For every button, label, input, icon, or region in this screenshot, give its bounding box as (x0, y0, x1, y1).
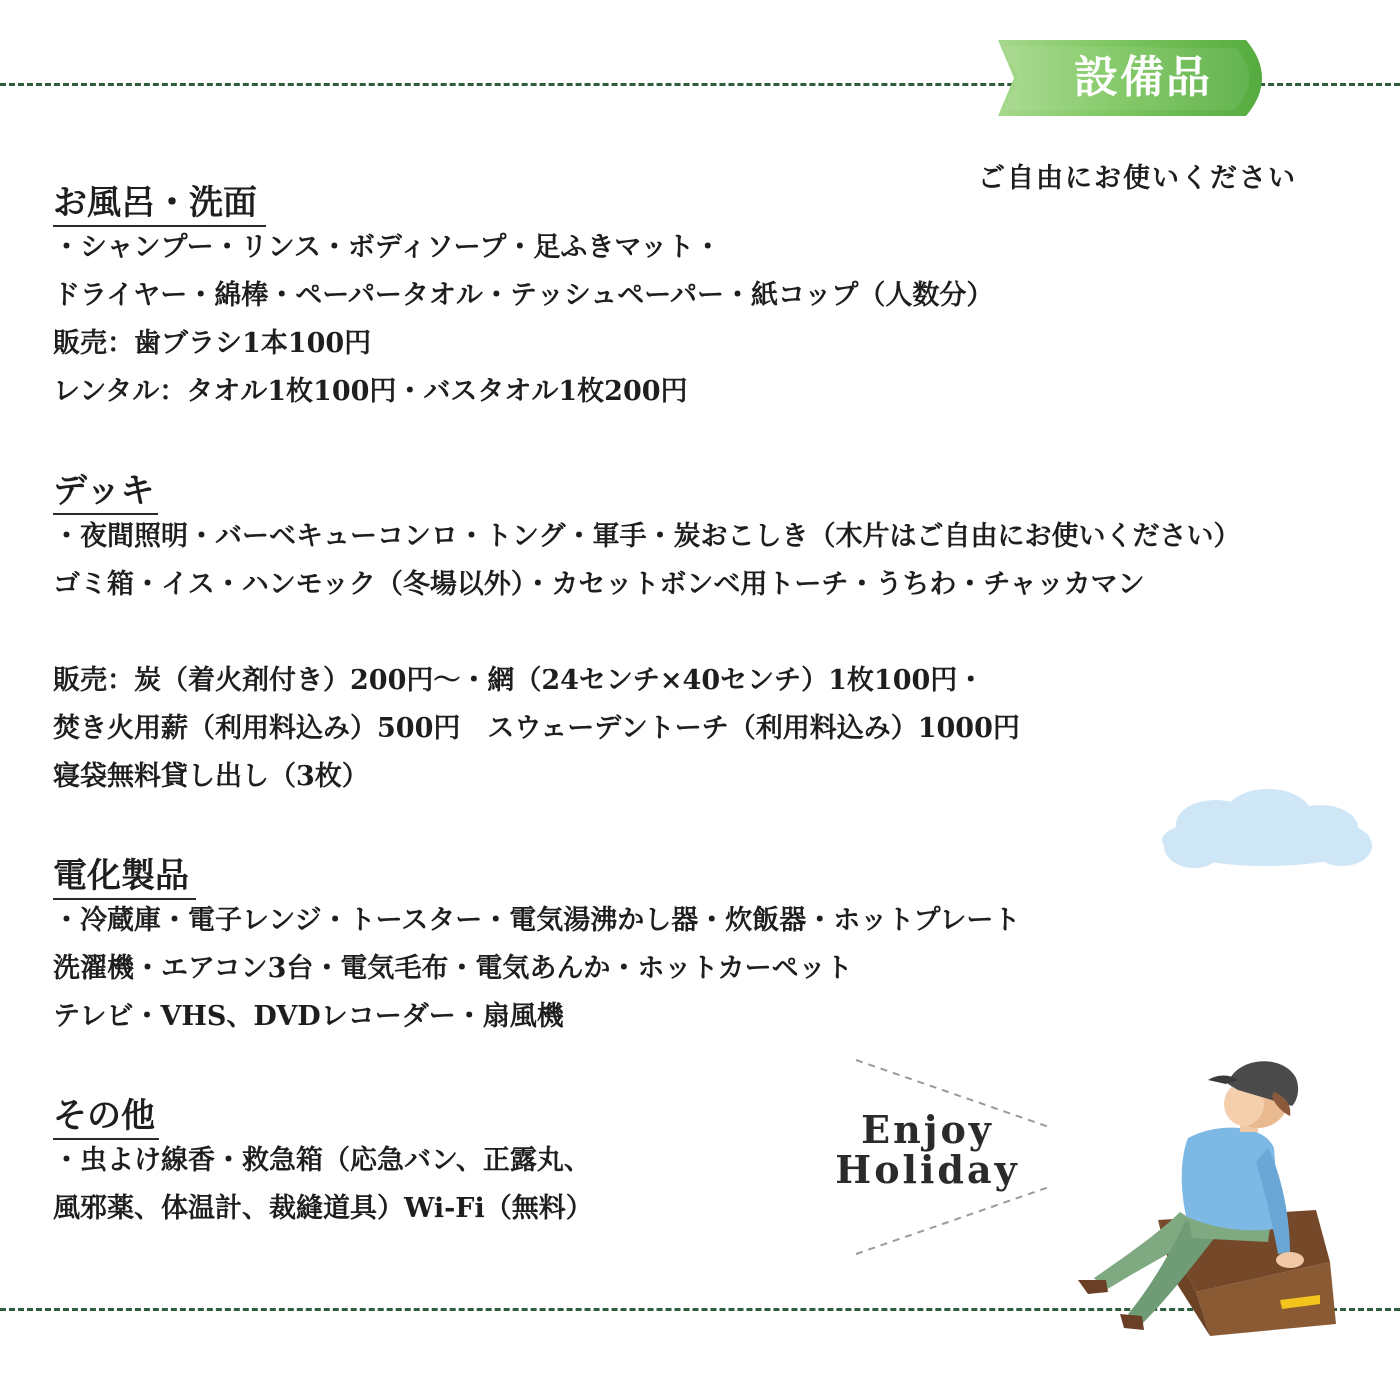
page-subtitle: ご自由にお使いください (978, 163, 1297, 194)
list-item: 販売：炭（着火剤付き）200円〜・網（24センチ×40センチ）1枚100円・ (53, 665, 985, 696)
person-head (1208, 1061, 1298, 1132)
list-item: テレビ・VHS、DVDレコーダー・扇風機 (53, 1001, 564, 1032)
section-heading-bath: お風呂・洗面 (53, 182, 266, 227)
list-item: ドライヤー・綿棒・ペーパータオル・テッシュペーパー・紙コップ（人数分） (53, 280, 994, 311)
list-item: 寝袋無料貸し出し（3枚） (53, 761, 369, 792)
list-item: 販売：歯ブラシ1本100円 (53, 328, 372, 359)
list-item: ゴミ箱・イス・ハンモック（冬場以外）・カセットボンベ用トーチ・うちわ・チャッカマン (53, 569, 1145, 600)
enjoy-text-line2: Holiday (835, 1147, 1020, 1192)
section-other-list (53, 1137, 593, 1233)
list-item: 風邪薬、体温計、裁縫道具）Wi-Fi（無料） (53, 1193, 593, 1224)
title-banner (996, 40, 1280, 116)
list-item: ・冷蔵庫・電子レンジ・トースター・電気湯沸かし器・炊飯器・ホットプレート (53, 905, 1021, 936)
list-item: ・夜間照明・バーベキューコンロ・トング・軍手・炭おこしき（木片はご自由にお使いください） (53, 521, 1241, 552)
section-deck-sales-list (53, 657, 1020, 801)
section-bath-list (53, 224, 993, 416)
page-title: 設備品 (1074, 52, 1212, 103)
list-item: 洗濯機・エアコン3台・電気毛布・電気あんか・ホットカーペット (53, 953, 853, 984)
list-item: ・虫よけ線香・救急箱（応急バン、正露丸、 (53, 1145, 591, 1176)
section-heading-other: その他 (53, 1095, 159, 1140)
section-deck-list (53, 513, 1240, 609)
list-item: 焚き火用薪（利用料込み）500円 スウェーデントーチ（利用料込み）1000円 (53, 713, 1020, 744)
section-electric-list (53, 897, 1020, 1041)
list-item: ・シャンプー・リンス・ボディソープ・足ふきマット・ (53, 232, 722, 263)
enjoy-text-line1: Enjoy (861, 1107, 994, 1152)
list-item: レンタル：タオル1枚100円・バスタオル1枚200円 (53, 376, 688, 407)
section-heading-electric: 電化製品 (53, 855, 196, 900)
person-on-suitcase-illustration (1068, 1052, 1388, 1342)
section-heading-deck: デッキ (53, 470, 158, 515)
cloud-icon (1158, 788, 1374, 876)
enjoy-holiday-text (830, 1107, 1025, 1192)
